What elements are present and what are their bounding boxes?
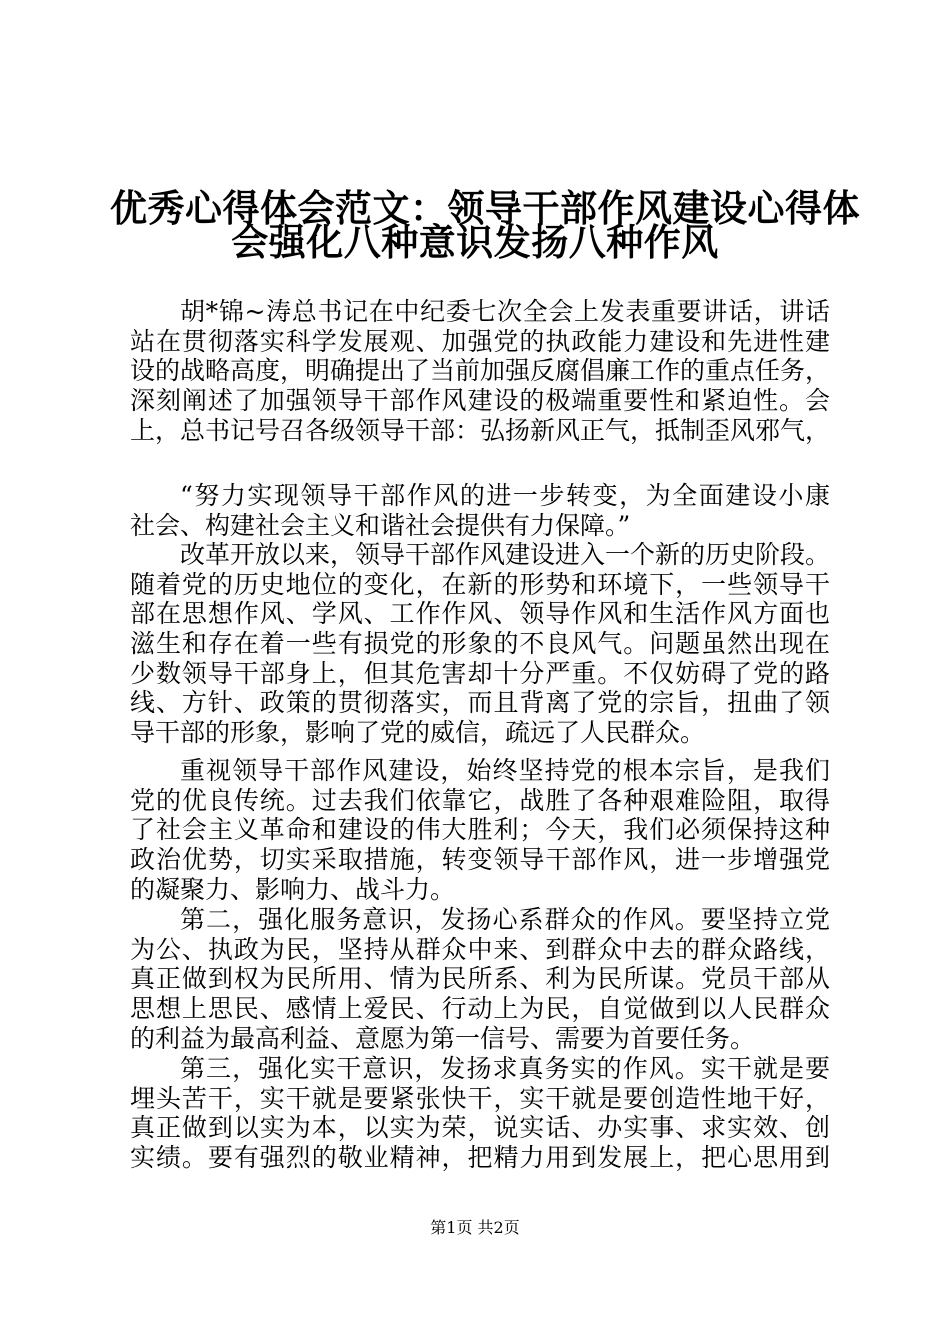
paragraph-line: 站在贯彻落实科学发展观、加强党的执政能力建设和先进性建 [130,326,830,356]
paragraph-2 [130,481,830,540]
paragraph-line: 真正做到以实为本，以实为荣，说实话、办实事、求实效、创 [130,1113,830,1143]
paragraph-3 [130,540,830,748]
paragraph-line: 埋头苦干，实干就是要紧张快干，实干就是要创造性地干好， [130,1083,830,1113]
paragraph-5 [130,905,830,1053]
paragraph-line: 胡*锦~涛总书记在中纪委七次全会上发表重要讲话，讲话 [180,297,830,326]
paragraph-6 [130,1054,830,1173]
paragraph-line: 改革开放以来，领导干部作风建设进入一个新的历史阶段。 [180,540,830,569]
document-title-line-2: 会强化八种意识发扬八种作风 [231,221,719,264]
paragraph-line: 实绩。要有强烈的敬业精神，把精力用到发展上，把心思用到 [130,1143,830,1173]
paragraph-line: 部在思想作风、学风、工作作风、领导作风和生活作风方面也 [130,599,830,629]
paragraph-1 [130,297,830,445]
paragraph-line: 的利益为最高利益、意愿为第一信号、需要为首要任务。 [130,1023,756,1053]
paragraph-line: 第三，强化实干意识，发扬求真务实的作风。实干就是要 [180,1054,830,1083]
paragraph-line: 为公、执政为民，坚持从群众中来、到群众中去的群众路线， [130,934,830,964]
paragraph-line: 滋生和存在着一些有损党的形象的不良风气。问题虽然出现在 [130,629,830,659]
paragraph-line: 随着党的历史地位的变化，在新的形势和环境下，一些领导干 [130,569,830,599]
document-title-line-1: 优秀心得体会范文：领导干部作风建设心得体 [110,187,860,230]
paragraph-line: “努力实现领导干部作风的进一步转变，为全面建设小康 [180,481,830,510]
paragraph-line: 少数领导干部身上，但其危害却十分严重。不仅妨碍了党的路 [130,658,830,688]
page-number-footer: 第1页 共2页 [430,1218,520,1237]
paragraph-line: 线、方针、政策的贯彻落实，而且背离了党的宗旨，扭曲了领 [130,688,830,718]
paragraph-line: 上，总书记号召各级领导干部：弘扬新风正气，抵制歪风邪气， [130,415,830,445]
paragraph-line: 设的战略高度，明确提出了当前加强反腐倡廉工作的重点任务， [130,356,830,386]
paragraph-line: 第二，强化服务意识，发扬心系群众的作风。要坚持立党 [180,905,830,934]
paragraph-line: 的凝聚力、影响力、战斗力。 [130,874,456,904]
paragraph-line: 思想上思民、感情上爱民、行动上为民，自觉做到以人民群众 [130,994,830,1024]
paragraph-line: 政治优势，切实采取措施，转变领导干部作风，进一步增强党 [130,845,830,875]
paragraph-line: 真正做到权为民所用、情为民所系、利为民所谋。党员干部从 [130,964,830,994]
paragraph-4 [130,756,830,904]
paragraph-line: 社会、构建社会主义和谐社会提供有力保障。” [130,510,631,540]
paragraph-line: 深刻阐述了加强领导干部作风建设的极端重要性和紧迫性。会 [130,386,830,416]
paragraph-line: 重视领导干部作风建设，始终坚持党的根本宗旨，是我们 [180,756,830,785]
paragraph-line: 了社会主义革命和建设的伟大胜利；今天，我们必须保持这种 [130,815,830,845]
paragraph-line: 导干部的形象，影响了党的威信，疏远了人民群众。 [130,718,706,748]
paragraph-line: 党的优良传统。过去我们依靠它，战胜了各种艰难险阻，取得 [130,785,830,815]
